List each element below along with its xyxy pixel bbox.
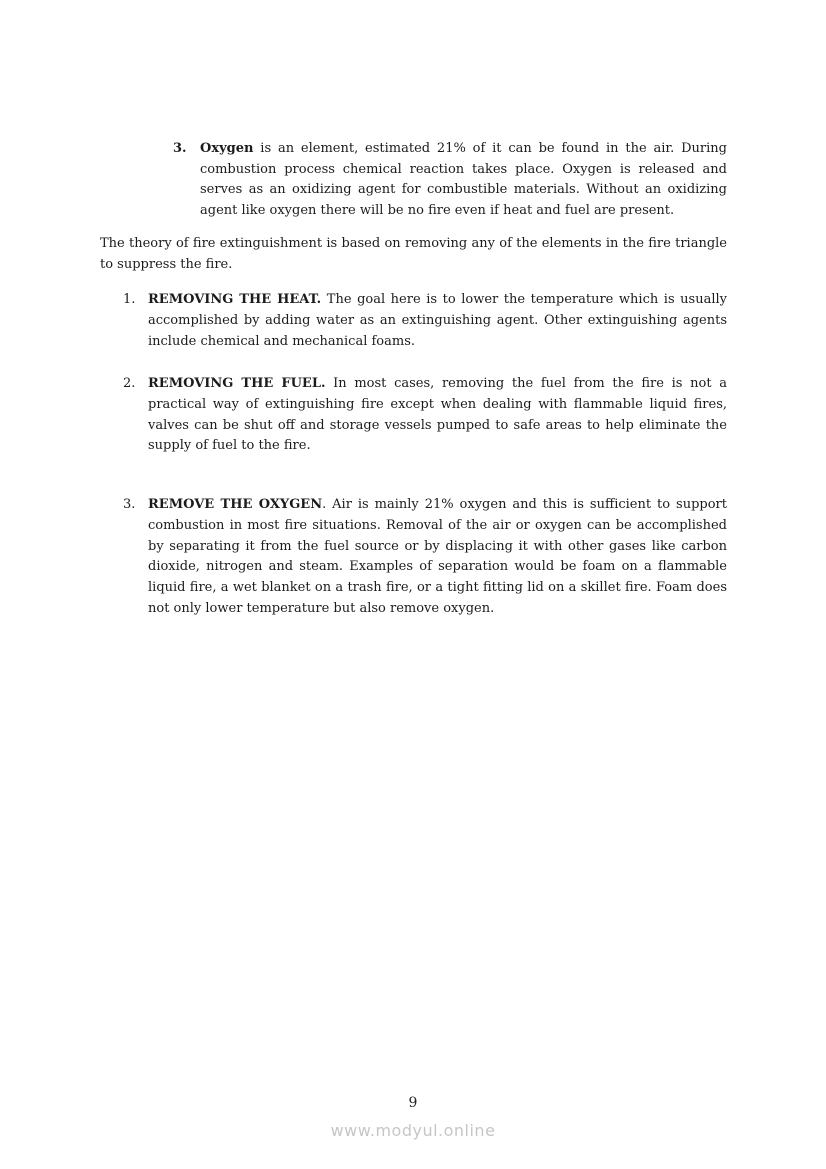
page-content bbox=[100, 139, 727, 619]
list-item-paragraph bbox=[100, 374, 727, 457]
item-number: 3. bbox=[173, 141, 187, 156]
intro-paragraph bbox=[100, 234, 727, 275]
list-item-body-text: In most cases, removing the fuel from the fire is not a practical way of extinguishing fire except when dealing with flammable liquid fires, valves can be shut off and storage vessels pumped to safe areas to help eliminate the supply of fuel to the fire. bbox=[148, 376, 727, 454]
numbered-item-oxygen bbox=[100, 139, 727, 222]
item-paragraph bbox=[100, 139, 727, 222]
intro-text: The theory of fire extinguishment is based on removing any of the elements in the fire triangle to suppress the fire. bbox=[100, 235, 727, 272]
list-item-body-text: . Air is mainly 21% oxygen and this is sufficient to support combustion in most fire situations. Removal of the air or oxygen can be accomplished by separating it from the fuel source or by displacing it with other gases like carbon dioxide, nitrogen and steam. Examples of separation would be foam on a flammable liquid fire, a wet blanket on a trash fire, or a tight fitting lid on a skillet fire. Foam does not only lower temperature but also remove oxygen. bbox=[148, 497, 727, 616]
item-body-text: is an element, estimated 21% of it can be found in the air. During combustion process chemical reaction takes place. Oxygen is released and serves as an oxidizing agent for combustible materials. Without an oxidizing agent like oxygen there will be no fire even if heat and fuel are present. bbox=[200, 141, 727, 219]
list-item-paragraph bbox=[100, 495, 727, 619]
list-item-heading: REMOVING THE HEAT. bbox=[148, 292, 322, 308]
list-item-number: 1. bbox=[123, 292, 136, 308]
list-item-heading: REMOVING THE FUEL. bbox=[148, 376, 326, 392]
watermark-url: www.modyul.online bbox=[330, 1121, 496, 1140]
item-lead-bold: Oxygen bbox=[200, 141, 254, 156]
list-item-paragraph bbox=[100, 290, 727, 352]
list-item-removing-fuel bbox=[100, 374, 727, 457]
list-item-number: 2. bbox=[123, 376, 136, 392]
list-item-heading: REMOVE THE OXYGEN bbox=[148, 497, 323, 513]
page-number: 9 bbox=[408, 1095, 418, 1111]
list-item-body-text: The goal here is to lower the temperature which is usually accomplished by adding water as an extinguishing agent. Other extinguishing agents include chemical and mechanical foams. bbox=[148, 292, 728, 349]
list-item-number: 3. bbox=[123, 497, 136, 513]
list-item-remove-oxygen bbox=[100, 495, 727, 619]
list-item-removing-heat bbox=[100, 290, 727, 352]
